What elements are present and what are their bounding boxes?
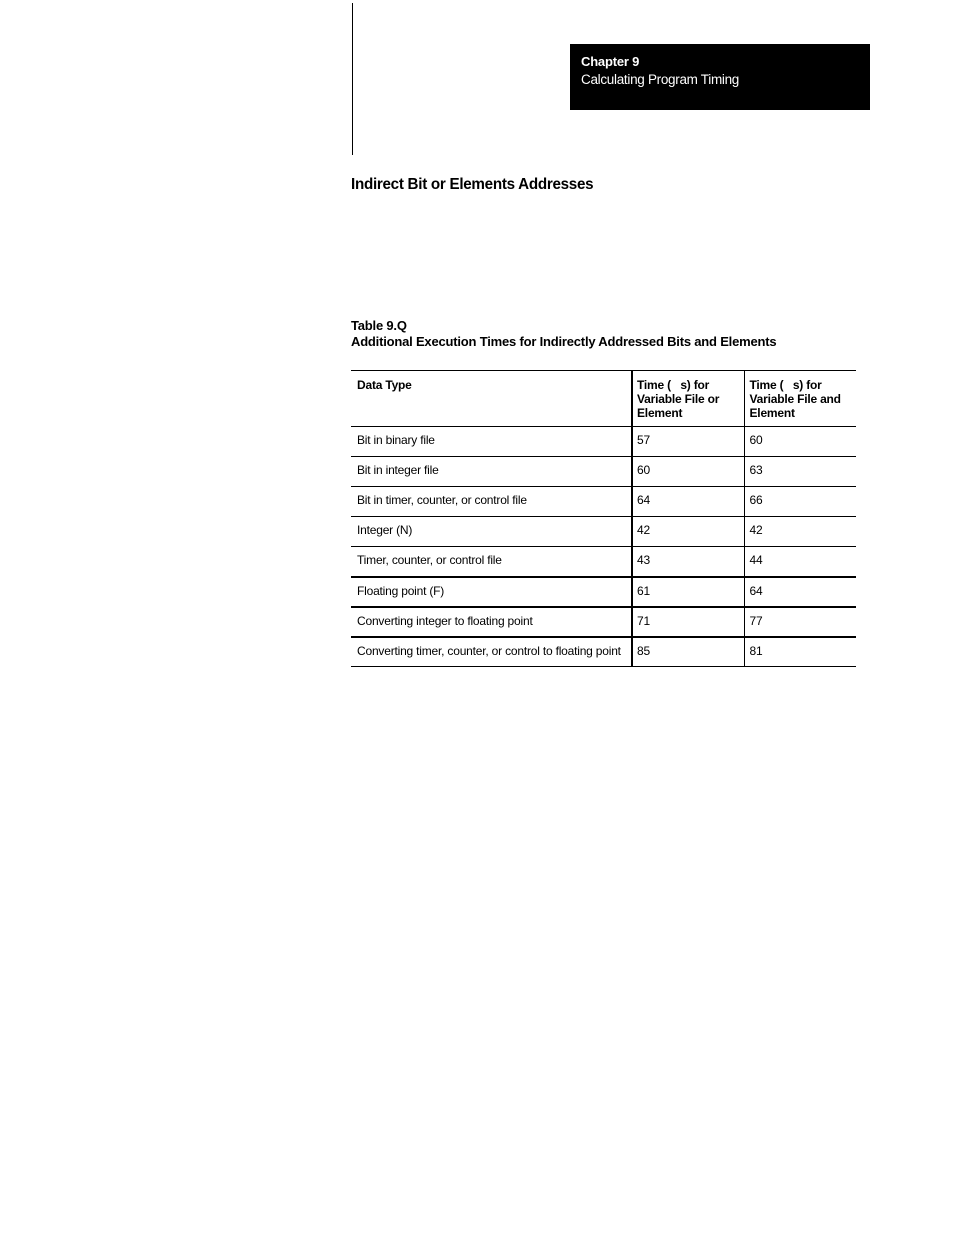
column-header-line: Variable File or [637, 392, 720, 406]
table-row [351, 547, 856, 577]
section-heading: Indirect Bit or Elements Addresses [351, 176, 594, 193]
column-header-line: Element [749, 406, 795, 420]
table-number: Table 9.Q [351, 318, 407, 333]
cell-file-and-element: 81 [744, 637, 856, 667]
column-header-line: Time ( s) for [749, 378, 822, 392]
cell-file-or-element: 42 [632, 517, 744, 547]
column-header-data-type [351, 371, 632, 427]
cell-file-and-element: 60 [744, 427, 856, 457]
execution-times-table [351, 370, 856, 667]
cell-file-and-element: 42 [744, 517, 856, 547]
table-row [351, 517, 856, 547]
cell-data-type: Bit in timer, counter, or control file [351, 487, 632, 517]
cell-file-and-element: 77 [744, 607, 856, 637]
column-header-line: Data Type [357, 378, 412, 392]
table-row [351, 427, 856, 457]
chapter-header [570, 44, 870, 110]
cell-data-type: Floating point (F) [351, 577, 632, 607]
cell-data-type: Bit in integer file [351, 457, 632, 487]
cell-data-type: Bit in binary file [351, 427, 632, 457]
cell-file-and-element: 66 [744, 487, 856, 517]
table-row [351, 637, 856, 667]
table-row [351, 457, 856, 487]
table-header-row [351, 371, 856, 427]
column-header-line: Time ( s) for [637, 378, 710, 392]
cell-file-or-element: 85 [632, 637, 744, 667]
cell-data-type: Timer, counter, or control file [351, 547, 632, 577]
cell-file-or-element: 60 [632, 457, 744, 487]
cell-file-and-element: 63 [744, 457, 856, 487]
cell-file-or-element: 64 [632, 487, 744, 517]
cell-file-and-element: 64 [744, 577, 856, 607]
column-header-file-and-element [744, 371, 856, 427]
cell-file-or-element: 61 [632, 577, 744, 607]
chapter-title: Calculating Program Timing [581, 72, 740, 87]
table-row [351, 487, 856, 517]
margin-rule [352, 3, 353, 155]
chapter-label: Chapter 9 [581, 54, 640, 69]
cell-data-type: Integer (N) [351, 517, 632, 547]
cell-data-type: Converting integer to floating point [351, 607, 632, 637]
cell-file-or-element: 57 [632, 427, 744, 457]
cell-data-type: Converting timer, counter, or control to floating point [351, 637, 632, 667]
table-caption [351, 318, 776, 350]
table-row [351, 607, 856, 637]
column-header-line: Variable File and [749, 392, 841, 406]
cell-file-and-element: 44 [744, 547, 856, 577]
table-row [351, 577, 856, 607]
column-header-line: Element [637, 406, 683, 420]
cell-file-or-element: 43 [632, 547, 744, 577]
cell-file-or-element: 71 [632, 607, 744, 637]
column-header-file-or-element [632, 371, 744, 427]
table-title: Additional Execution Times for Indirectly Addressed Bits and Elements [351, 334, 777, 349]
